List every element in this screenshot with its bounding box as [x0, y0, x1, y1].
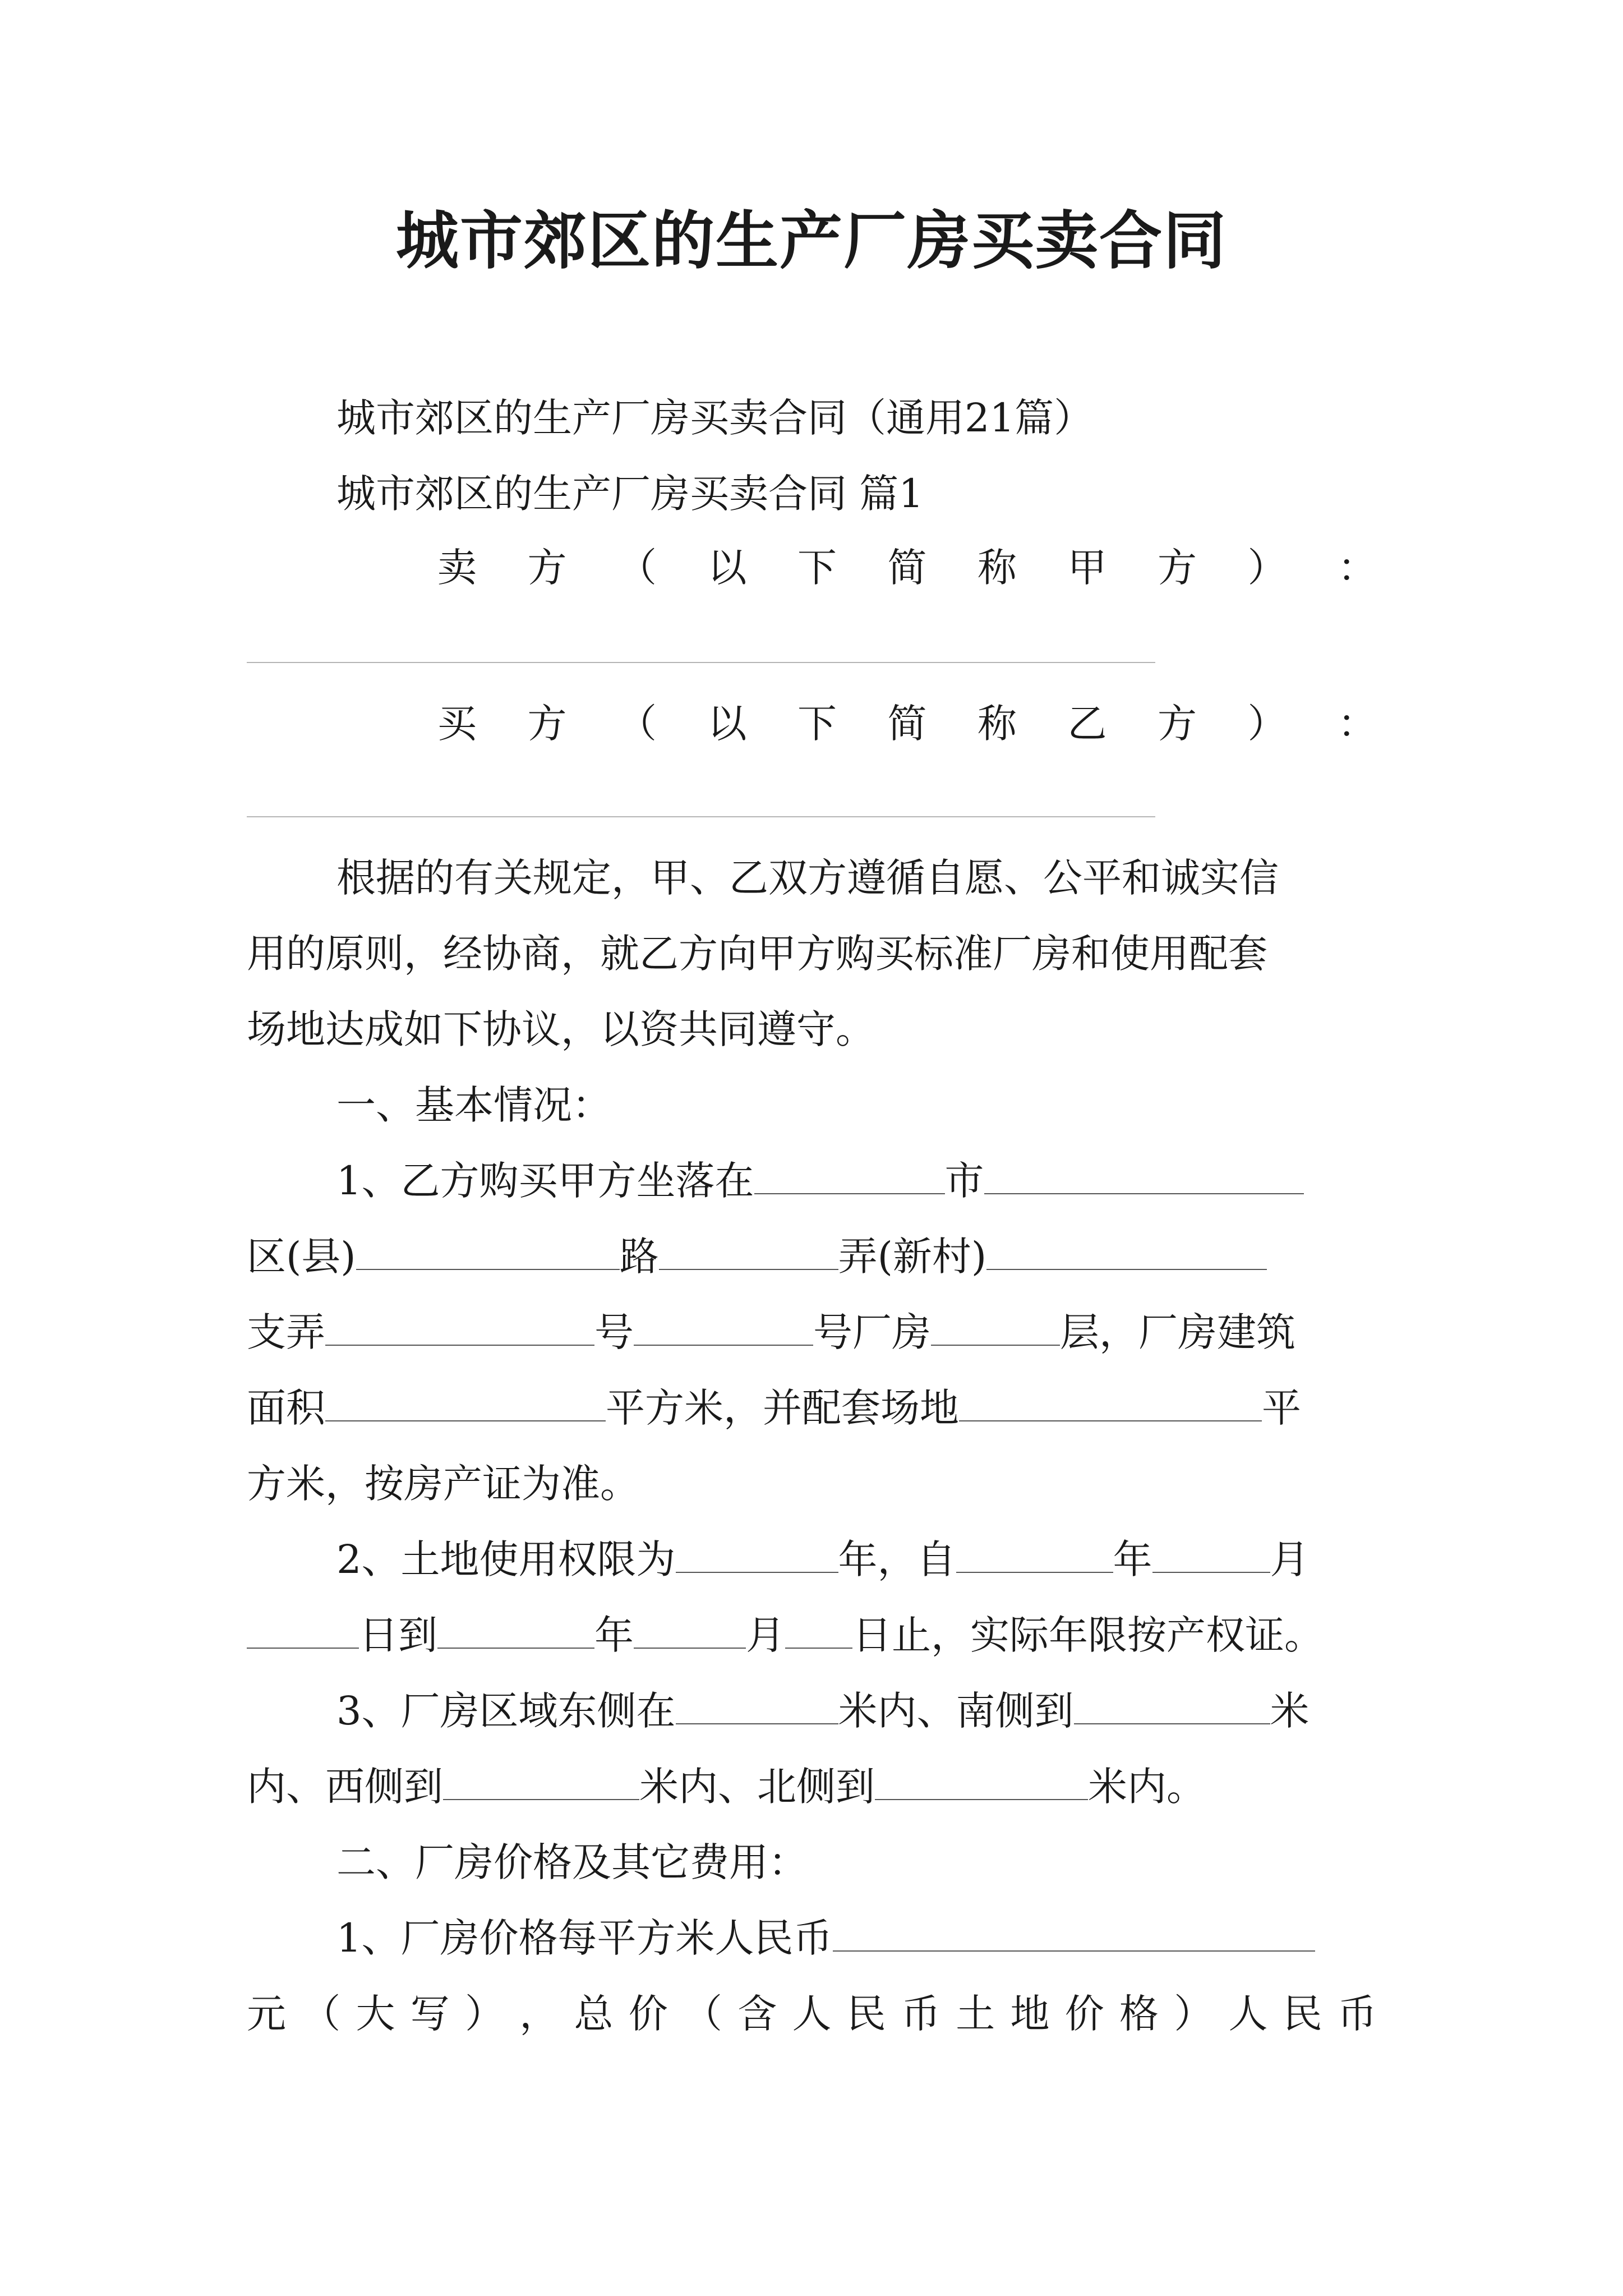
text: 平: [1262, 1385, 1301, 1431]
price-char: 价: [628, 1991, 668, 2037]
document-title: 城市郊区的生产厂房买卖合同: [396, 204, 1227, 278]
text: 年: [1113, 1536, 1152, 1582]
text: 层，厂房建筑: [1060, 1309, 1295, 1355]
buyer-char: 下: [797, 701, 837, 747]
price-char: 大: [356, 1991, 395, 2037]
price-char: 含: [737, 1991, 777, 2037]
price-char: 币: [1338, 1991, 1377, 2037]
fill-blank[interactable]: [443, 1760, 639, 1800]
price-char: 地: [1010, 1991, 1050, 2037]
text: 日到: [359, 1612, 437, 1658]
buyer-char: 以: [707, 701, 747, 747]
buyer-char: 乙: [1067, 701, 1107, 747]
seller-char: 下: [797, 545, 837, 591]
buyer-char: 简: [887, 701, 927, 747]
price-char: 币: [901, 1991, 940, 2037]
price-char: 元: [247, 1991, 286, 2037]
section-heading: 城市郊区的生产厂房买卖合同 篇1: [336, 471, 924, 517]
seller-char: ：: [1338, 545, 1377, 591]
text: 米内。: [1088, 1764, 1206, 1810]
text: 3、厂房区域东侧在: [336, 1688, 676, 1734]
section-heading-basic: 一、基本情况：: [336, 1082, 611, 1128]
text: 号: [594, 1309, 634, 1355]
fill-blank[interactable]: [676, 1684, 838, 1724]
price-line1: [336, 1910, 1315, 1966]
price-char: ）: [1174, 1991, 1214, 2037]
text: 2、土地使用权限为: [336, 1536, 676, 1582]
price-line2: [247, 1986, 1377, 2042]
price-char: 总: [574, 1991, 614, 2037]
fill-blank[interactable]: [931, 1305, 1060, 1346]
fill-blank[interactable]: [659, 1230, 838, 1270]
fill-blank[interactable]: [1152, 1533, 1270, 1573]
seller-char: 方: [1158, 545, 1197, 591]
buyer-char: ）: [1247, 701, 1287, 747]
text: 区(县): [247, 1234, 356, 1280]
seller-char: （: [617, 545, 657, 591]
seller-line: [437, 540, 1377, 596]
fill-blank[interactable]: [959, 1381, 1262, 1421]
price-char: 价: [1064, 1991, 1104, 2037]
item3-line2: [247, 1759, 1206, 1815]
price-char: （: [683, 1991, 722, 2037]
fill-blank[interactable]: [875, 1760, 1088, 1800]
fill-blank[interactable]: [247, 1608, 359, 1649]
text: 路: [619, 1234, 659, 1280]
seller-char: 简: [887, 545, 927, 591]
text: 月: [1270, 1536, 1310, 1582]
fill-blank[interactable]: [754, 1154, 945, 1194]
document-subtitle: 城市郊区的生产厂房买卖合同（通用21篇）: [336, 395, 1094, 441]
buyer-fill-line: [247, 816, 1155, 817]
fill-blank[interactable]: [986, 1230, 1267, 1270]
price-char: ）: [465, 1991, 504, 2037]
price-char: 人: [1228, 1991, 1268, 2037]
price-char: 民: [846, 1991, 886, 2037]
text: 弄(新村): [838, 1234, 987, 1280]
paragraph-line: 用的原则，经协商，就乙方向甲方购买标准厂房和使用配套: [247, 931, 1267, 977]
text: 米内、北侧到: [639, 1764, 875, 1810]
text: 米内、南侧到: [838, 1688, 1074, 1734]
fill-blank[interactable]: [325, 1305, 594, 1346]
fill-blank[interactable]: [676, 1533, 838, 1573]
fill-blank[interactable]: [634, 1305, 813, 1346]
text: 平方米，并配套场地: [606, 1385, 959, 1431]
section-heading-price: 二、厂房价格及其它费用：: [336, 1839, 808, 1885]
item2-line2: [247, 1607, 1324, 1663]
buyer-char: 方: [1158, 701, 1197, 747]
paragraph-line: 根据的有关规定，甲、乙双方遵循自愿、公平和诚实信: [336, 855, 1279, 901]
text: 市: [944, 1158, 984, 1204]
text: 内、西侧到: [247, 1764, 443, 1810]
text: 米: [1270, 1688, 1310, 1734]
item3-line1: [336, 1683, 1310, 1739]
item1-line3: [247, 1304, 1295, 1360]
price-char: 民: [1283, 1991, 1322, 2037]
seller-char: 以: [707, 545, 747, 591]
item1-line1: [336, 1153, 1304, 1209]
price-char: 格: [1119, 1991, 1159, 2037]
fill-blank[interactable]: [956, 1533, 1113, 1573]
text: 号厂房: [813, 1309, 931, 1355]
price-char: 人: [792, 1991, 832, 2037]
seller-fill-line: [247, 662, 1155, 663]
buyer-char: ：: [1338, 701, 1377, 747]
buyer-char: 买: [437, 701, 477, 747]
seller-char: 卖: [437, 545, 477, 591]
fill-blank[interactable]: [1074, 1684, 1270, 1724]
fill-blank[interactable]: [785, 1608, 852, 1649]
seller-char: 甲: [1067, 545, 1107, 591]
fill-blank[interactable]: [833, 1911, 1315, 1952]
fill-blank[interactable]: [356, 1230, 620, 1270]
price-char: （: [301, 1991, 341, 2037]
paragraph-line: 场地达成如下协议，以资共同遵守。: [247, 1006, 875, 1052]
text: 年，自: [838, 1536, 956, 1582]
seller-char: 称: [978, 545, 1017, 591]
price-char: 土: [956, 1991, 995, 2037]
item2-line1: [336, 1531, 1310, 1588]
text: 1、乙方购买甲方坐落在: [336, 1158, 754, 1204]
text: 1、厂房价格每平方米人民币: [336, 1915, 833, 1961]
text: 日止，实际年限按产权证。: [852, 1612, 1324, 1658]
fill-blank[interactable]: [437, 1608, 594, 1649]
text: 面积: [247, 1385, 325, 1431]
seller-char: ）: [1247, 545, 1287, 591]
item1-line2: [247, 1228, 1267, 1285]
text: 年: [594, 1612, 634, 1658]
item1-line5: 方米，按房产证为准。: [247, 1461, 639, 1507]
buyer-line: [437, 696, 1377, 752]
fill-blank[interactable]: [634, 1608, 746, 1649]
buyer-char: （: [617, 701, 657, 747]
item1-line4: [247, 1380, 1301, 1436]
text: 支弄: [247, 1309, 325, 1355]
fill-blank[interactable]: [325, 1381, 606, 1421]
price-char: 写: [410, 1991, 450, 2037]
text: 月: [746, 1612, 785, 1658]
price-char: ，: [519, 1991, 559, 2037]
fill-blank[interactable]: [984, 1154, 1304, 1194]
buyer-char: 称: [978, 701, 1017, 747]
seller-char: 方: [527, 545, 567, 591]
buyer-char: 方: [527, 701, 567, 747]
